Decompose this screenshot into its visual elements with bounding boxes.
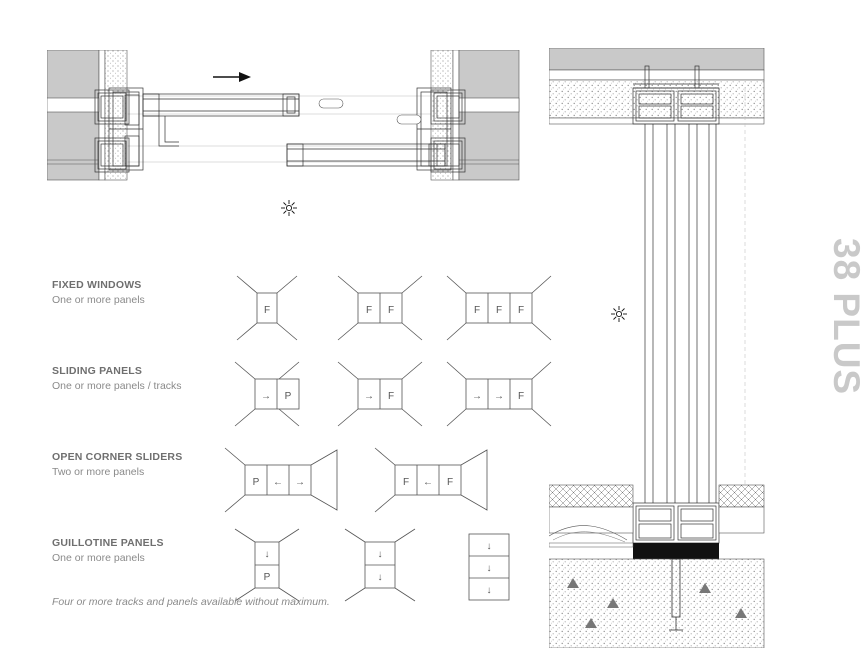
- legend-label-guillotine-panels: [52, 536, 217, 565]
- glyph-cell-label: ←: [273, 477, 283, 488]
- glyph-cell-label: ↓: [377, 549, 383, 560]
- glyph-cell-label: P: [284, 391, 292, 402]
- glyph-cell-label: ←: [423, 477, 433, 488]
- configuration-legend: [47, 268, 547, 612]
- glyph-cell-label: F: [387, 305, 395, 316]
- glyph-cell-label: P: [263, 572, 271, 583]
- glyph-cell-label: F: [473, 305, 481, 316]
- glyph-sliding-3: [439, 354, 559, 440]
- direction-arrow-icon: [213, 72, 251, 82]
- legend-title: GUILLOTINE PANELS: [52, 537, 164, 549]
- legend-glyphs-open-corner-sliders: [217, 440, 547, 526]
- legend-label-open-corner-sliders: [52, 450, 217, 479]
- glyph-cell-label: →: [261, 391, 271, 402]
- glyph-fixed-1: [217, 268, 317, 354]
- glyph-sliding-2: [325, 354, 435, 440]
- legend-row-sliding-panels: [47, 354, 547, 440]
- legend-title: FIXED WINDOWS: [52, 279, 142, 291]
- glyph-cell-label: →: [494, 391, 504, 402]
- glyph-cell-label: →: [364, 391, 374, 402]
- plan-section-svg: [47, 50, 539, 225]
- legend-glyphs-sliding-panels: [217, 354, 547, 440]
- glyph-cell-label: F: [495, 305, 503, 316]
- glyph-cell-label: F: [387, 391, 395, 402]
- glyph-cell-label: →: [472, 391, 482, 402]
- glyph-cell-label: ↓: [264, 549, 270, 560]
- sun-icon: [281, 200, 297, 216]
- glyph-cell-label: ↓: [377, 572, 383, 583]
- vertical-section-svg: [549, 48, 819, 648]
- legend-title: SLIDING PANELS: [52, 365, 143, 377]
- glyph-fixed-3: [439, 268, 559, 354]
- legend-subtitle: One or more panels: [52, 294, 145, 306]
- glyph-cell-label: F: [402, 477, 410, 488]
- legend-title: OPEN CORNER SLIDERS: [52, 451, 183, 463]
- legend-subtitle: Two or more panels: [52, 466, 145, 478]
- glyph-guillotine-2: [325, 526, 435, 612]
- glyph-cell-label: ↓: [486, 585, 492, 596]
- glyph-cell-label: F: [517, 305, 525, 316]
- glyph-cell-label: F: [446, 477, 454, 488]
- legend-label-sliding-panels: [52, 364, 217, 393]
- legend-subtitle: One or more panels: [52, 552, 145, 564]
- glyph-cell-label: F: [263, 305, 271, 316]
- glyph-cell-label: →: [295, 477, 305, 488]
- glyph-cell-label: ↓: [486, 563, 492, 574]
- glyph-fixed-2: [325, 268, 435, 354]
- glyph-sliding-1: [217, 354, 317, 440]
- product-name: 38 PLUS: [826, 238, 867, 396]
- glyph-cell-label: P: [252, 477, 260, 488]
- legend-footnote: Four or more tracks and panels available without maximum.: [52, 596, 330, 608]
- legend-glyphs-fixed-windows: [217, 268, 547, 354]
- glyph-corner-1: [217, 440, 347, 526]
- sun-icon: [611, 306, 627, 322]
- legend-subtitle: One or more panels / tracks: [52, 380, 182, 392]
- plan-section-drawing: [47, 50, 539, 225]
- legend-row-open-corner-sliders: [47, 440, 547, 526]
- glyph-cell-label: ↓: [486, 541, 492, 552]
- legend-label-fixed-windows: [52, 278, 217, 307]
- glyph-cell-label: F: [517, 391, 525, 402]
- glyph-corner-2: [367, 440, 497, 526]
- glyph-cell-label: F: [365, 305, 373, 316]
- vertical-section-drawing: [549, 48, 819, 648]
- glyph-guillotine-3: [439, 526, 549, 612]
- legend-row-fixed-windows: [47, 268, 547, 354]
